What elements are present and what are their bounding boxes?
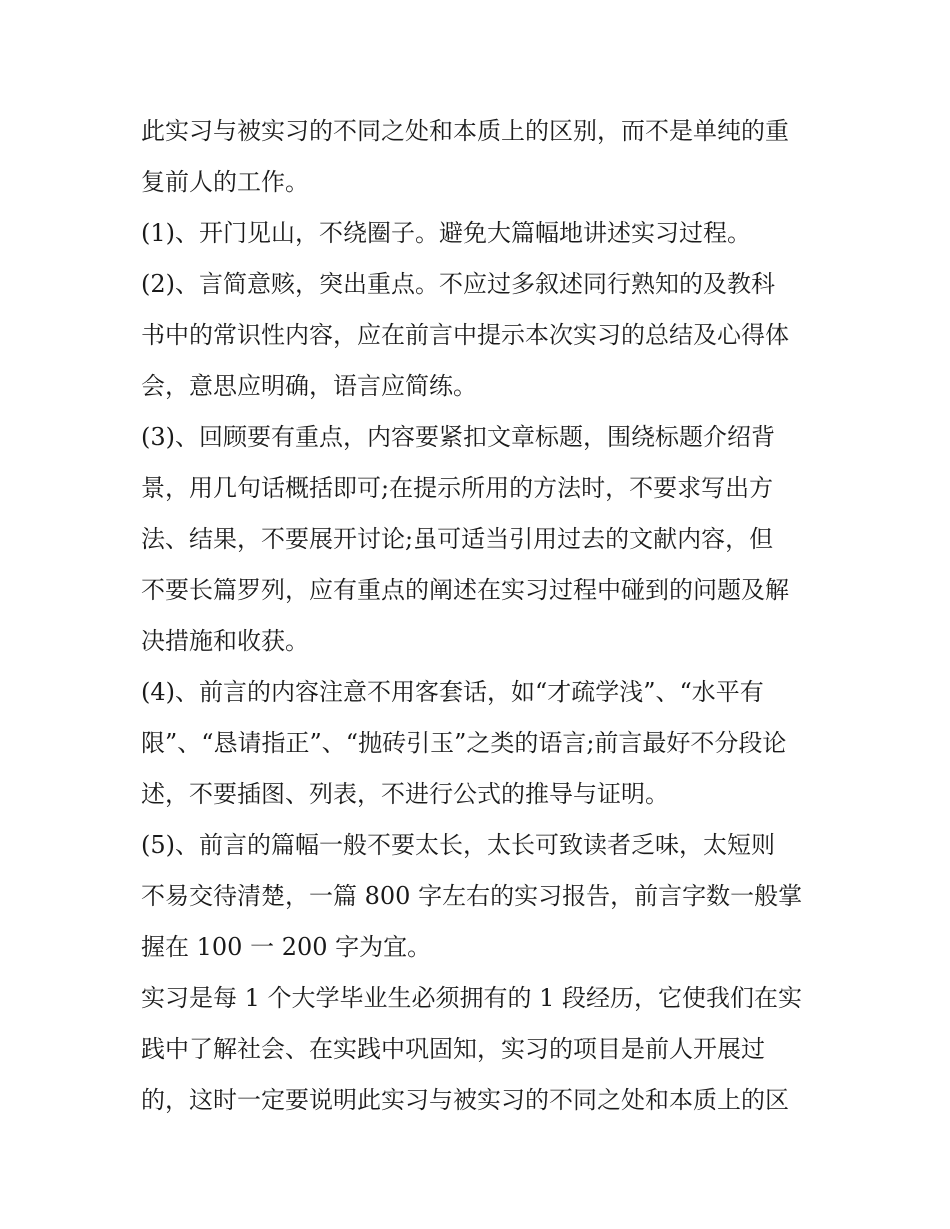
text-line: 决措施和收获。	[141, 627, 309, 655]
text-line: 法、结果，不要展开讨论;虽可适当引用过去的文献内容，但	[141, 525, 774, 553]
text-line: (3)、回顾要有重点，内容要紧扣文章标题，围绕标题介绍背	[141, 423, 775, 451]
text-line: 复前人的工作。	[141, 168, 309, 196]
text-line: 实习是每 1 个大学毕业生必须拥有的 1 段经历，它使我们在实	[141, 984, 803, 1012]
text-line: (4)、前言的内容注意不用客套话，如“才疏学浅”、“水平有	[141, 678, 764, 706]
text-line: (5)、前言的篇幅一般不要太长，太长可致读者乏味，太短则	[141, 831, 775, 859]
text-line: 限”、“恳请指正”、“抛砖引玉”之类的语言;前言最好不分段论	[141, 729, 787, 757]
text-line: 践中了解社会、在实践中巩固知，实习的项目是前人开展过	[141, 1035, 765, 1063]
text-line: 会，意思应明确，语言应简练。	[141, 372, 477, 400]
document-body	[141, 106, 821, 1126]
text-line: (2)、言简意赅，突出重点。不应过多叙述同行熟知的及教科	[141, 270, 775, 298]
text-line: 景，用几句话概括即可;在提示所用的方法时，不要求写出方	[141, 474, 774, 502]
text-line: 书中的常识性内容，应在前言中提示本次实习的总结及心得体	[141, 321, 789, 349]
text-line: 不易交待清楚，一篇 800 字左右的实习报告，前言字数一般掌	[141, 882, 803, 910]
text-line: 不要长篇罗列，应有重点的阐述在实习过程中碰到的问题及解	[141, 576, 789, 604]
text-line: (1)、开门见山，不绕圈子。避免大篇幅地讲述实习过程。	[141, 219, 751, 247]
text-line: 的，这时一定要说明此实习与被实习的不同之处和本质上的区	[141, 1086, 789, 1114]
text-line: 述，不要插图、列表，不进行公式的推导与证明。	[141, 780, 669, 808]
text-line: 握在 100 一 200 字为宜。	[141, 933, 432, 961]
text-line: 此实习与被实习的不同之处和本质上的区别，而不是单纯的重	[141, 117, 789, 145]
